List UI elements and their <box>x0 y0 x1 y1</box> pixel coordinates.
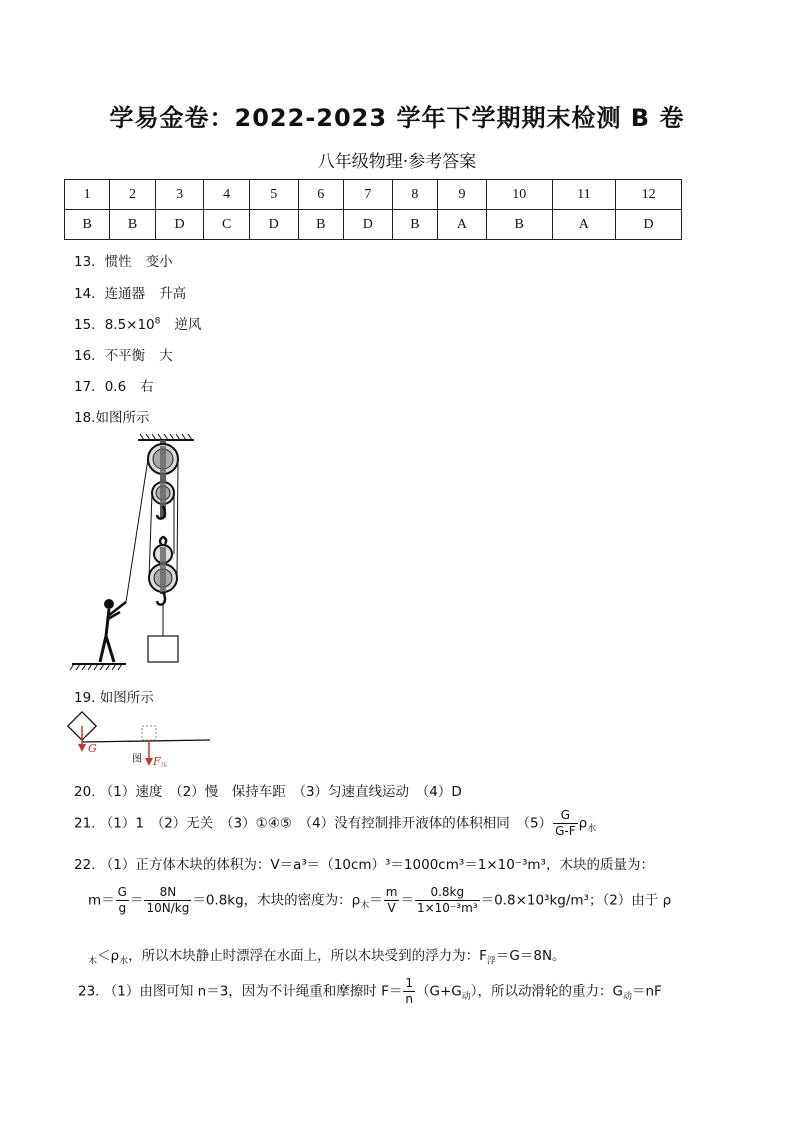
answer-20: 20. （1）速度 （2）慢 保持车距 （3）匀速直线运动 （4）D <box>74 784 462 800</box>
q23-sub-b: 动 <box>461 992 471 1003</box>
q22-f4-num: 0.8kg <box>415 885 480 901</box>
answer-cell: D <box>155 210 204 240</box>
q22-m-eq: m＝ <box>88 892 115 909</box>
answer-cell: B <box>110 210 155 240</box>
answer-cell: D <box>249 210 298 240</box>
q22-frac-density <box>415 885 480 916</box>
question-number-cell: 4 <box>204 180 249 210</box>
question-number-cell: 1 <box>65 180 110 210</box>
force-g-label: G <box>88 742 97 755</box>
q17-number: 17． <box>74 379 105 395</box>
q15-number: 15． <box>74 317 105 333</box>
answer-cell: B <box>65 210 110 240</box>
question-number-cell: 3 <box>155 180 204 210</box>
answer-table-number-row <box>65 180 682 210</box>
q22-eq-e: ＝ <box>400 892 414 909</box>
answer-table-answer-row <box>65 210 682 240</box>
q21-rho-sub: 水 <box>587 824 597 835</box>
q21-rho: ρ <box>578 815 588 832</box>
answer-19-label: 19. 如图所示 <box>74 690 154 706</box>
q22-l3-c: ＝G＝8N。 <box>495 948 566 964</box>
q22-f2-den: 10N/kg <box>146 901 190 915</box>
q16-answer-b: 大 <box>159 348 173 364</box>
force-f-sub: 压 <box>161 762 168 769</box>
question-number-cell: 7 <box>343 180 392 210</box>
answer-21 <box>74 808 596 839</box>
q22-l3-b: ，所以木块静止时漂浮在水面上，所以木块受到的浮力为：F <box>128 948 487 964</box>
answer-15 <box>74 313 201 333</box>
q22-rho-wood-sub: 木 <box>360 901 370 912</box>
force-diagram <box>64 710 214 770</box>
q23-frac-num: 1 <box>405 976 413 990</box>
q13-answer-a: 惯性 <box>104 254 132 270</box>
q22-frac-m-over-v <box>384 885 400 916</box>
q22-l3-sub2: 水 <box>119 956 129 967</box>
answer-13 <box>74 250 173 270</box>
answer-22-line1: 22. （1）正方体木块的体积为：V＝a³＝（10cm）³＝1000cm³＝1×10⁻³m³，木块的质量为： <box>74 857 654 873</box>
question-number-cell: 9 <box>438 180 487 210</box>
q23-text-a: 23. （1）由图可知 n＝3，因为不计绳重和摩擦时 F＝ <box>78 983 403 1000</box>
q14-answer-a: 连通器 <box>104 286 146 302</box>
question-number-cell: 11 <box>552 180 616 210</box>
q22-f3-den: V <box>387 901 396 915</box>
answer-17 <box>74 375 154 395</box>
question-number-cell: 8 <box>392 180 437 210</box>
answer-table <box>64 179 682 240</box>
q22-frac-8n <box>144 885 191 916</box>
q22-l3-sub3: 浮 <box>486 956 496 967</box>
question-number-cell: 5 <box>249 180 298 210</box>
answer-cell: D <box>616 210 682 240</box>
answer-22-line3 <box>88 944 566 967</box>
page-title: 学易金卷：2022-2023 学年下学期期末检测 B 卷 <box>109 104 685 132</box>
q23-sub-c: 动 <box>622 992 632 1003</box>
q22-f1-den: g <box>118 901 127 915</box>
question-number-cell: 10 <box>486 180 552 210</box>
answer-cell: C <box>204 210 249 240</box>
q17-answer-a: 0.6 <box>104 379 127 395</box>
q16-answer-a: 不平衡 <box>104 348 146 364</box>
q22-frac-g-over-g <box>116 885 129 916</box>
force-f-label: F <box>153 755 161 768</box>
q23-fraction <box>403 976 415 1007</box>
q22-f2-num: 8N <box>144 885 191 901</box>
answer-cell: B <box>486 210 552 240</box>
q23-text-b: （G+G <box>415 983 462 1000</box>
pulley-diagram <box>68 432 228 672</box>
q23-frac-den: n <box>405 992 413 1006</box>
q21-text: 21. （1）1 （2）无关 （3）①④⑤ （4）没有控制排开液体的体积相同 （5） <box>74 815 553 832</box>
answer-cell: D <box>343 210 392 240</box>
question-number-cell: 6 <box>298 180 343 210</box>
q22-f1-num: G <box>117 885 127 899</box>
q22-f4-den: 1×10⁻³m³ <box>416 901 478 915</box>
q23-text-d: ＝nF <box>631 983 662 1000</box>
q23-text-c: ），所以动滑轮的重力：G <box>470 983 623 1000</box>
answer-cell: B <box>392 210 437 240</box>
q16-number: 16． <box>74 348 105 364</box>
q22-l3-sub1: 木 <box>88 956 98 967</box>
q17-answer-b: 右 <box>140 379 154 395</box>
answer-16 <box>74 344 173 364</box>
q22-result: ＝0.8×10³kg/m³；（2）由于 ρ <box>480 892 672 909</box>
answer-cell: A <box>552 210 616 240</box>
q21-frac-den: G-F <box>555 824 576 838</box>
answer-cell: B <box>298 210 343 240</box>
q21-frac-num: G <box>553 808 578 824</box>
answer-18-label: 18.如图所示 <box>74 410 150 426</box>
answer-14 <box>74 282 186 302</box>
figure-label: 图 <box>132 754 142 765</box>
q14-number: 14． <box>74 286 105 302</box>
q22-eq-b: ＝ <box>129 892 144 909</box>
q15-answer-exponent: 8 <box>154 316 161 327</box>
q13-number: 13． <box>74 254 105 270</box>
question-number-cell: 2 <box>110 180 155 210</box>
q13-answer-b: 变小 <box>145 254 173 270</box>
page-subtitle: 八年级物理·参考答案 <box>317 152 477 172</box>
q22-l3-a: ＜ρ <box>97 948 120 964</box>
answer-23 <box>78 976 662 1007</box>
question-number-cell: 12 <box>616 180 682 210</box>
q15-answer-b: 逆风 <box>174 317 202 333</box>
q21-fraction <box>553 808 578 839</box>
answer-cell: A <box>438 210 487 240</box>
q14-answer-b: 升高 <box>159 286 187 302</box>
answer-22-line2 <box>88 885 671 916</box>
q22-mass-density: ＝0.8kg，木块的密度为：ρ <box>192 892 361 909</box>
q22-f3-num: m <box>385 885 398 899</box>
q22-eq-d: ＝ <box>369 892 383 909</box>
q15-answer-base: 8.5×10 <box>104 317 155 333</box>
